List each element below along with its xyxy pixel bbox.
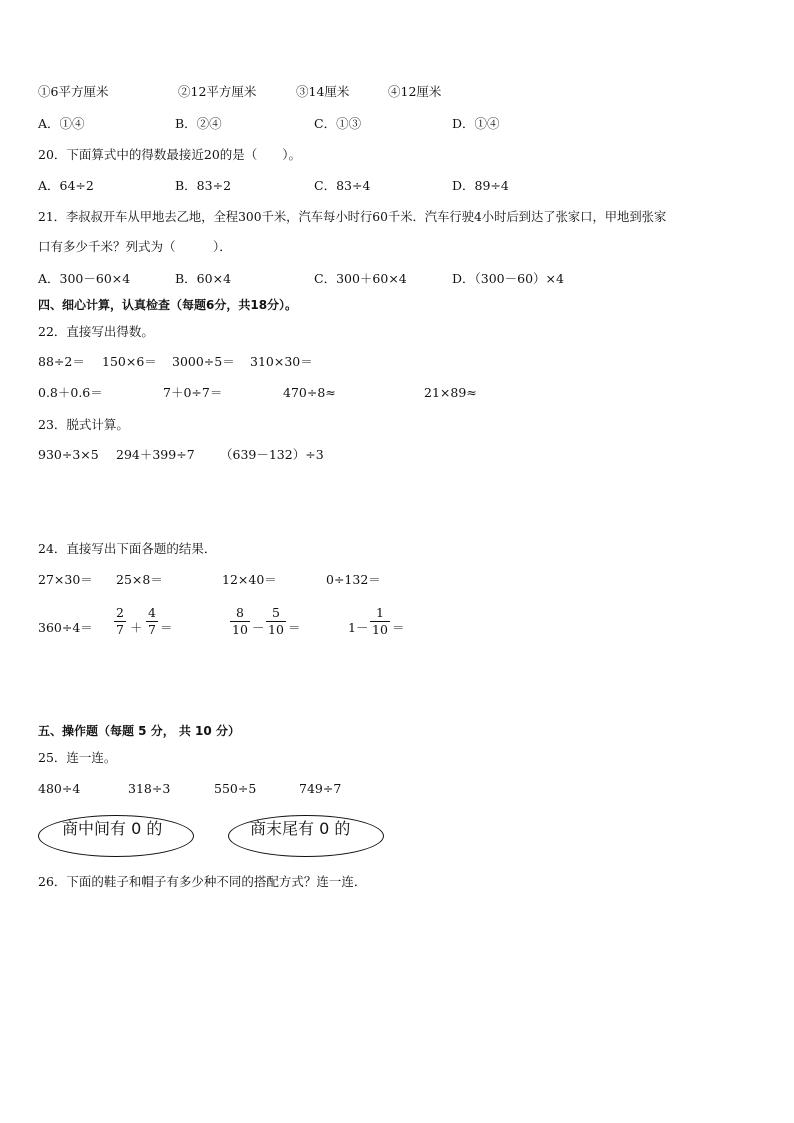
q21-choice-b: B．60×4 [175,271,232,286]
q23-item: 294＋399÷7 [116,447,195,462]
q22-item: 310×30＝ [250,354,313,369]
q26-stem: 26．下面的鞋子和帽子有多少种不同的搭配方式？连一连． [38,874,367,889]
operator: － [252,620,265,635]
q20-choice-c: C．83÷4 [314,178,371,193]
q22-stem: 22．直接写出得数。 [38,324,154,339]
q21-choice-c: C．300＋60×4 [314,271,407,286]
q19-choice-d: D．①④ [452,116,500,131]
fraction [370,606,390,637]
fraction-numerator: 1 [376,605,384,620]
q25-item: 749÷7 [299,781,342,796]
q25-stem: 25．连一连。 [38,750,117,765]
q19-option-4: ④12厘米 [388,84,442,99]
q22-item: 3000÷5＝ [172,354,235,369]
fraction-numerator: 8 [236,605,244,620]
fraction-denominator: 7 [116,622,124,637]
match-oval-left-label: 商中间有 0 的 [62,819,163,838]
q23-stem: 23．脱式计算。 [38,417,129,432]
fraction-denominator: 10 [372,622,388,637]
q19-option-3: ③14厘米 [296,84,350,99]
q22-item: 21×89≈ [424,385,477,400]
q24-item: 360÷4＝ [38,620,93,635]
fraction-denominator: 7 [148,622,156,637]
equals-sign: ＝ [160,620,173,635]
q24-stem: 24．直接写出下面各题的结果． [38,541,217,556]
q19-option-2: ②12平方厘米 [178,84,257,99]
equals-sign: ＝ [288,620,301,635]
q21-choice-d: D．（300－60）×4 [452,271,564,286]
section5-title: 五、操作题（每题 5 分， 共 10 分） [38,724,240,738]
fraction-numerator: 2 [116,605,124,620]
fraction [230,606,250,637]
q21-stem-line2: 口有多少千米？列式为（ ）． [38,239,232,254]
q22-item: 0.8＋0.6＝ [38,385,103,400]
fraction [114,606,126,637]
fraction [266,606,286,637]
operator: ＋ [130,620,143,635]
q21-stem-line1: 21．李叔叔开车从甲地去乙地，全程300千米，汽车每小时行60千米．汽车行驶4小时后到达了张家口，甲地到张家 [38,210,667,224]
q20-choice-d: D．89÷4 [452,178,509,193]
q25-item: 318÷3 [128,781,171,796]
fraction-denominator: 10 [268,622,284,637]
fraction-denominator: 10 [232,622,248,637]
q19-choice-b: B．②④ [175,116,222,131]
q24-item: 25×8＝ [116,572,163,587]
q24-item: 0÷132＝ [326,572,381,587]
q22-item: 150×6＝ [102,354,157,369]
equals-sign: ＝ [392,620,405,635]
match-oval-right-label: 商末尾有 0 的 [250,819,351,838]
q24-item: 12×40＝ [222,572,277,587]
q25-item: 550÷5 [214,781,257,796]
q20-choice-a: A．64÷2 [38,178,94,193]
q23-item: 930÷3×5 [38,447,99,462]
q19-choice-c: C．①③ [314,116,362,131]
fraction-numerator: 4 [148,605,156,620]
fraction [146,606,158,637]
fraction-numerator: 5 [272,605,280,620]
q19-choice-a: A．①④ [38,116,85,131]
q20-stem: 20．下面算式中的得数最接近20的是（ ）。 [38,147,302,162]
q20-choice-b: B．83÷2 [175,178,232,193]
q22-item: 88÷2＝ [38,354,85,369]
operator: 1－ [348,620,369,635]
q21-choice-a: A．300－60×4 [38,271,131,286]
q19-option-1: ①6平方厘米 [38,84,109,99]
section4-title: 四、细心计算，认真检查（每题6分，共18分）。 [38,298,298,312]
q25-item: 480÷4 [38,781,81,796]
q23-item: （639－132）÷3 [220,447,324,462]
q24-item: 27×30＝ [38,572,93,587]
q22-item: 470÷8≈ [283,385,336,400]
q22-item: 7＋0÷7＝ [163,385,223,400]
